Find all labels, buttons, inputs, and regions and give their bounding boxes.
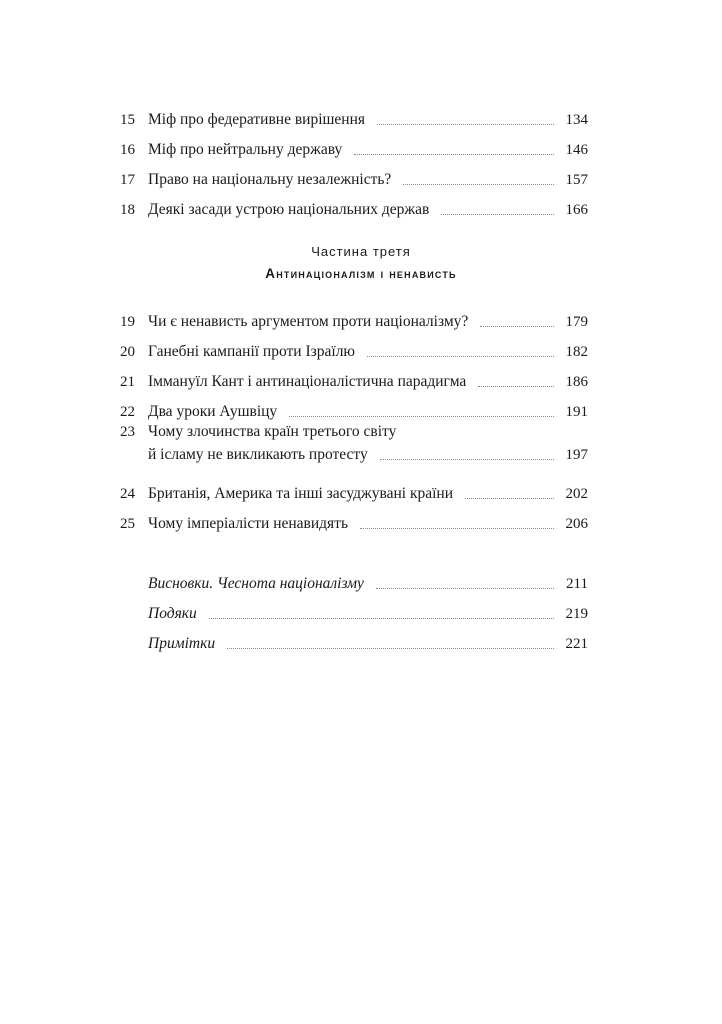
- dot-leader: [376, 588, 554, 589]
- chapter-title: й ісламу не викликають протесту: [148, 446, 368, 463]
- toc-entry[interactable]: [120, 189, 588, 219]
- dot-leader: [227, 648, 553, 649]
- dot-leader: [380, 459, 554, 460]
- chapter-title: Чи є ненависть аргументом проти націоналізму?: [148, 313, 469, 330]
- chapter-title: Міф про федеративне вирішення: [148, 111, 366, 128]
- toc-entry[interactable]: [120, 99, 588, 129]
- back-matter-title: Примітки: [148, 635, 216, 652]
- toc-entry[interactable]: [120, 421, 588, 473]
- toc-entry[interactable]: [120, 301, 588, 331]
- page-number: 182: [565, 344, 588, 360]
- chapter-title: Міф про нейтральну державу: [148, 141, 343, 158]
- chapter-title-line-1: Чому злочинства країн третього світу: [148, 423, 397, 440]
- dot-leader: [403, 184, 553, 185]
- chapter-number: 15: [120, 112, 135, 128]
- chapter-title: Ганебні кампанії проти Ізраїлю: [148, 343, 356, 360]
- page-number: 221: [565, 636, 588, 652]
- back-matter-title: Висновки. Чеснота націоналізму: [148, 575, 364, 592]
- dot-leader: [289, 416, 553, 417]
- page-number: 219: [565, 606, 588, 622]
- page-number: 157: [565, 172, 588, 188]
- part-title: Антинаціоналізм і ненависть: [265, 266, 457, 281]
- dot-leader: [209, 618, 554, 619]
- chapter-number: 25: [120, 516, 135, 532]
- page-number: 166: [565, 202, 588, 218]
- part-label: Частина третя: [311, 244, 411, 259]
- chapter-number: 19: [120, 314, 135, 330]
- dot-leader: [441, 214, 553, 215]
- chapter-number: 17: [120, 172, 135, 188]
- chapter-number: 23: [120, 424, 135, 440]
- page-number: 211: [566, 576, 588, 592]
- chapter-number: 22: [120, 404, 135, 420]
- chapter-title: Два уроки Аушвіцу: [148, 403, 278, 420]
- toc-entry[interactable]: [120, 473, 588, 503]
- chapter-number: 18: [120, 202, 135, 218]
- page-number: 197: [565, 447, 588, 463]
- dot-leader: [367, 356, 553, 357]
- chapter-number: 24: [120, 486, 135, 502]
- toc-entry[interactable]: [120, 593, 588, 623]
- chapter-number: 16: [120, 142, 135, 158]
- page-number: 146: [565, 142, 588, 158]
- dot-leader: [478, 386, 553, 387]
- page-number: 186: [565, 374, 588, 390]
- page-number: 179: [565, 314, 588, 330]
- dot-leader: [360, 528, 553, 529]
- dot-leader: [480, 326, 553, 327]
- chapter-title: Британія, Америка та інші засуджувані країни: [148, 485, 454, 502]
- chapter-title: Деякі засади устрою національних держав: [148, 201, 430, 218]
- dot-leader: [354, 154, 553, 155]
- back-matter-title: Подяки: [148, 605, 197, 622]
- toc-entry[interactable]: [120, 159, 588, 189]
- toc-entry[interactable]: [120, 391, 588, 421]
- toc-block-part-three: [120, 301, 588, 533]
- chapter-title: Право на національну незалежність?: [148, 171, 392, 188]
- chapter-number: 21: [120, 374, 135, 390]
- toc-entry[interactable]: [120, 129, 588, 159]
- toc-entry[interactable]: [120, 623, 588, 653]
- page-number: 206: [565, 516, 588, 532]
- chapter-title: Іммануїл Кант і антинаціоналістична парадигма: [148, 373, 467, 390]
- toc-entry[interactable]: [120, 361, 588, 391]
- toc-block-part-two-end: [120, 99, 588, 219]
- chapter-number: 20: [120, 344, 135, 360]
- dot-leader: [465, 498, 553, 499]
- toc-block-back-matter: [120, 563, 588, 653]
- chapter-title: Чому імперіалісти ненавидять: [148, 515, 349, 532]
- toc-entry[interactable]: [120, 331, 588, 361]
- page-number: 134: [565, 112, 588, 128]
- page-number: 191: [565, 404, 588, 420]
- toc-entry[interactable]: [120, 503, 588, 533]
- toc-entry[interactable]: [120, 563, 588, 593]
- dot-leader: [377, 124, 553, 125]
- page-number: 202: [565, 486, 588, 502]
